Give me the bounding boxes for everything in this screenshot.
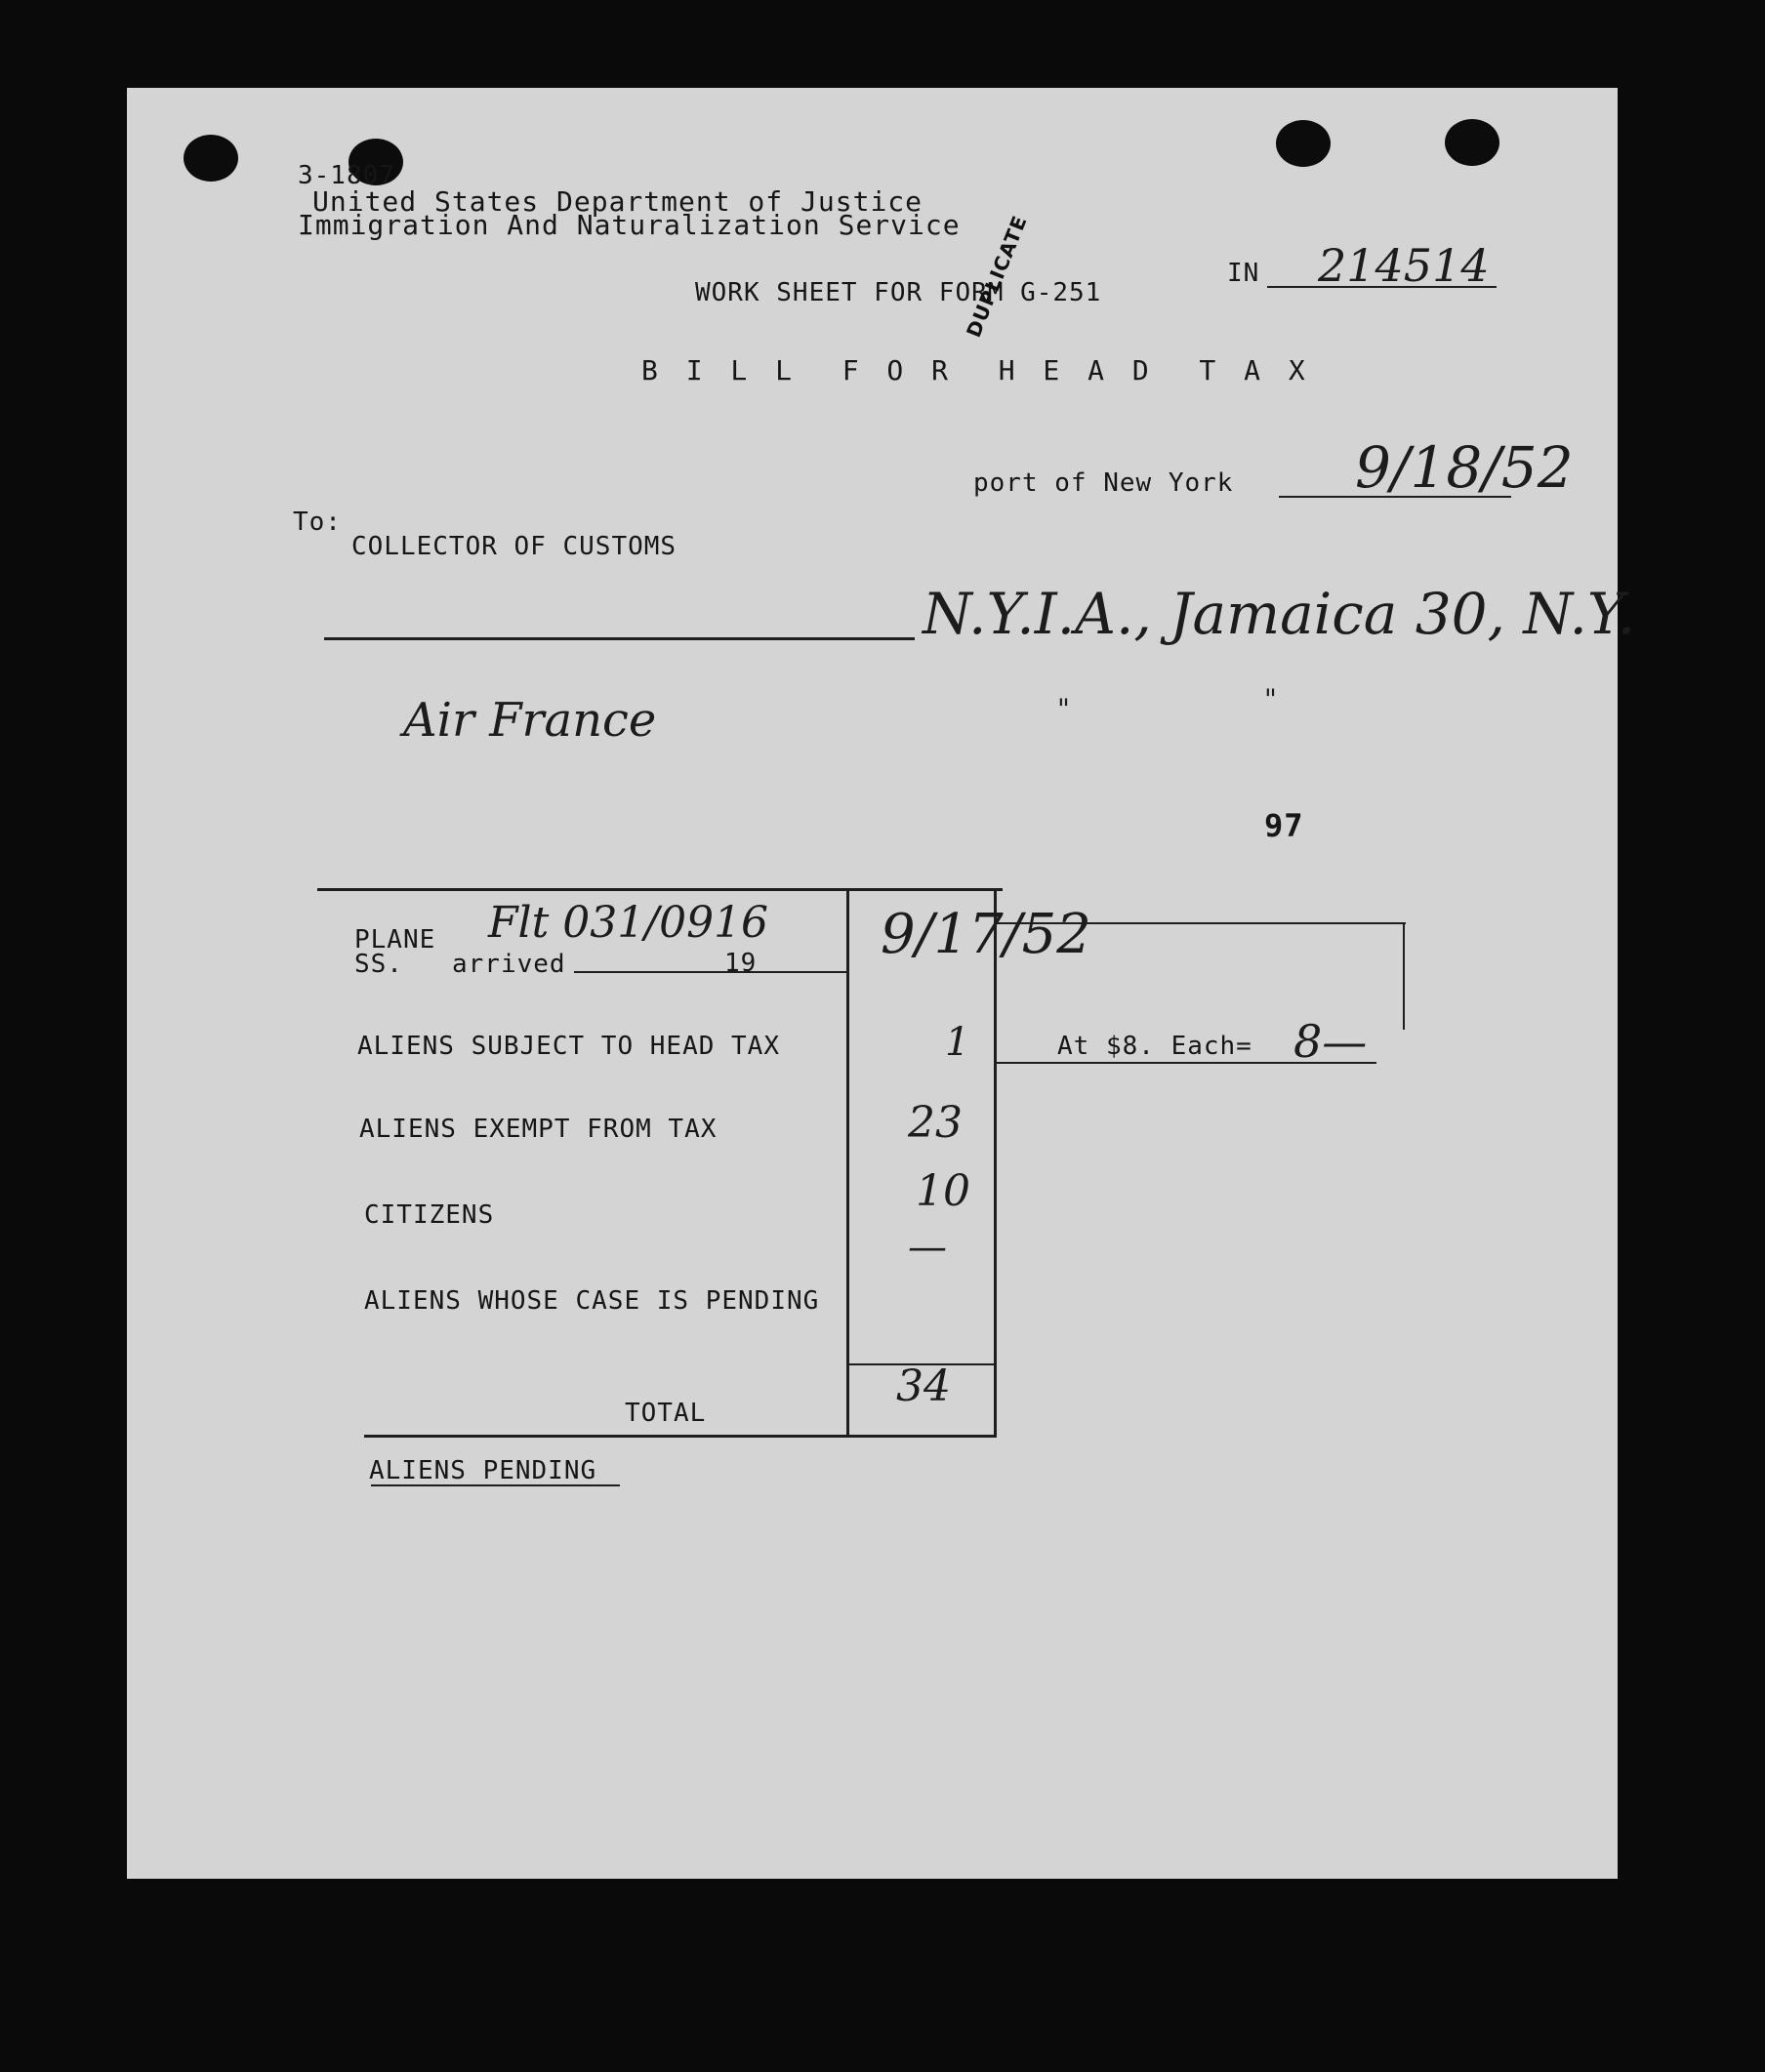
location: N.Y.I.A., Jamaica 30, N.Y. [923,581,1636,647]
bill-title: B I L L F O R H E A D T A X [641,354,1311,386]
row-exempt-value: 23 [908,1098,963,1148]
agency-line-2: Immigration And Naturalization Service [298,209,961,241]
aliens-pending-label: ALIENS PENDING [369,1456,597,1485]
plane-line [574,971,847,973]
row-citizens-label: CITIZENS [364,1200,495,1230]
port-label: port of New York [973,468,1234,498]
agency-line-1: United States Department of Justice [312,185,924,218]
to-label: To: [293,508,342,537]
carrier: Air France [403,693,657,748]
row-citizens-value: 10 [916,1166,970,1216]
document-page [127,88,1636,1879]
in-label: IN [1227,259,1260,288]
ss-label: SS. [354,950,403,979]
duplicate-stamp: DUPLICATE [962,212,1032,341]
table-col-right-border [994,888,997,1435]
total-label: TOTAL [625,1399,707,1428]
worksheet-title: WORK SHEET FOR FORM G-251 [695,278,1102,307]
total-value: 34 [896,1361,951,1411]
punch-hole [1445,119,1499,166]
ditto-mark-1: " [1057,693,1070,725]
flight-number: Flt 031/0916 [488,898,769,948]
collector-label: COLLECTOR OF CUSTOMS [351,532,677,561]
plane-label: PLANE [354,925,436,955]
port-date: 9/18/52 [1355,434,1574,501]
form-number: 3-1807 [298,161,395,190]
in-number: 214514 [1318,239,1490,292]
table-top-rule [317,888,1003,891]
row-exempt-label: ALIENS EXEMPT FROM TAX [359,1115,718,1144]
code: 97 [1264,807,1304,844]
row-pending-label: ALIENS WHOSE CASE IS PENDING [364,1286,820,1316]
rate-amount: 8— [1293,1015,1368,1068]
ditto-mark-2: " [1264,683,1277,715]
punch-hole [184,135,238,182]
row-pending-value: — [908,1225,947,1270]
rate-box-right [1403,922,1405,1030]
punch-hole [1276,120,1331,167]
address-line [324,637,915,640]
row-subject-label: ALIENS SUBJECT TO HEAD TAX [357,1032,780,1061]
total-rule [364,1435,997,1438]
row-subject-value: 1 [945,1020,970,1065]
table-col-left-border [846,888,849,1435]
rate-label: At $8. Each= [1057,1032,1252,1061]
arrival-date: 9/17/52 [881,903,1091,966]
arrived-label: arrived [452,950,566,979]
year-label: 19 [724,949,758,978]
